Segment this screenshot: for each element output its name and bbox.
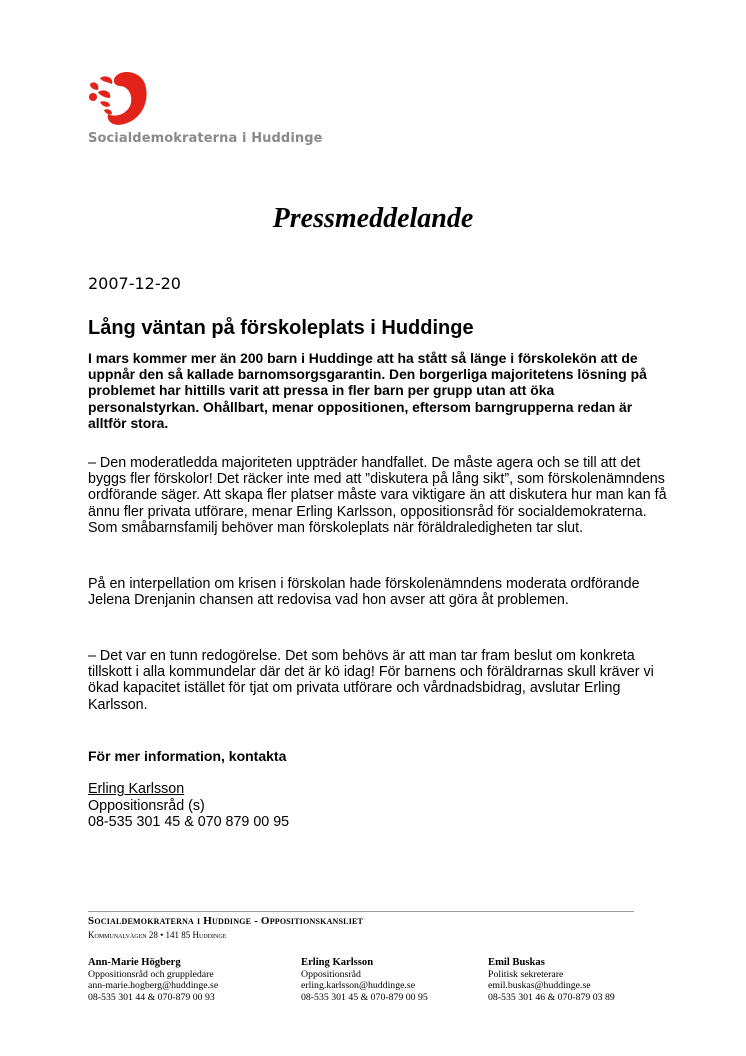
contact-title: Oppositionsråd (s) [88,797,205,814]
document-type-title: Pressmeddelande [272,203,474,234]
footer-divider [88,911,634,912]
headline: Lång väntan på förskoleplats i Huddinge [88,317,474,339]
footer-person-phone: 08-535 301 46 & 070-879 03 89 [488,991,615,1003]
footer-office: Socialdemokraterna i Huddinge - Oppositionskansliet [88,915,364,927]
footer-person-name: Emil Buskas [488,957,545,968]
organization-name: Socialdemokraterna i Huddinge [88,131,323,146]
footer-person-phone: 08-535 301 45 & 070-879 00 95 [301,991,428,1003]
footer-person [301,957,428,1003]
footer-person-name: Ann-Marie Högberg [88,957,181,968]
footer-person-role: Politisk sekreterare [488,969,564,981]
footer-person [88,957,218,1003]
lead-paragraph: I mars kommer mer än 200 barn i Huddinge att ha stått så länge i förskolekön att de uppnår den så kallade barnomsorgsgarantin. Den borgerliga majoritetens lösning på problemet har hittills varit att pressa in fler barn per grupp utan att öka personalstyrkan. Ohållbart, menar oppositionen, eftersom barngrupperna redan är alltför stora. [88,350,647,431]
party-logo [86,70,150,128]
footer-person [488,957,615,1003]
contact-phone: 08-535 301 45 & 070 879 00 95 [88,814,290,830]
footer-person-email[interactable]: erling.karlsson@huddinge.se [301,980,416,992]
release-date: 2007-12-20 [88,274,181,293]
body-paragraph: På en interpellation om krisen i förskolan hade förskolenämndens moderata ordförande Jelena Drenjanin chansen att redovisa vad hon avser att göra åt problemen. [88,576,640,609]
contact-heading: För mer information, kontakta [88,748,287,764]
footer-person-email[interactable]: emil.buskas@huddinge.se [488,980,591,992]
body-paragraph: – Det var en tunn redogörelse. Det som behövs är att man tar fram beslut om konkreta tillskott i alla kommundelar där det är kö idag! För barnens och föräldrarnas skull kräver vi ökad kapacitet istället för tjat om privata utförare och vårdnadsbidrag, avslutar Erling Karlsson. [88,648,654,713]
footer-person-name: Erling Karlsson [301,957,374,968]
contact-block [88,781,289,831]
footer-person-email[interactable]: ann-marie.hogberg@huddinge.se [88,980,219,992]
footer-person-role: Oppositionsråd [301,969,361,981]
footer-address: Kommunalvägen 28 • 141 85 Huddinge [88,930,227,940]
rose-logo-icon [86,70,150,128]
body-paragraph: – Den moderatledda majoriteten uppträder handfallet. De måste agera och se till att det byggs fler förskolor! Det räcker inte med att ”diskutera på lång sikt”, som förskolenämndens ordförande säger. Att skapa fler platser måste vara viktigare än att diskutera hur man kan få ännu fler privata utförare, menar Erling Karlsson, oppositionsråd för socialdemokraterna. Som småbarnsfamilj behöver man förskoleplats när föräldraledigheten tar slut. [88,455,667,536]
footer-person-role: Oppositionsråd och gruppledare [88,969,214,981]
footer-person-phone: 08-535 301 44 & 070-879 00 93 [88,991,215,1003]
contact-name-link[interactable]: Erling Karlsson [88,781,185,797]
